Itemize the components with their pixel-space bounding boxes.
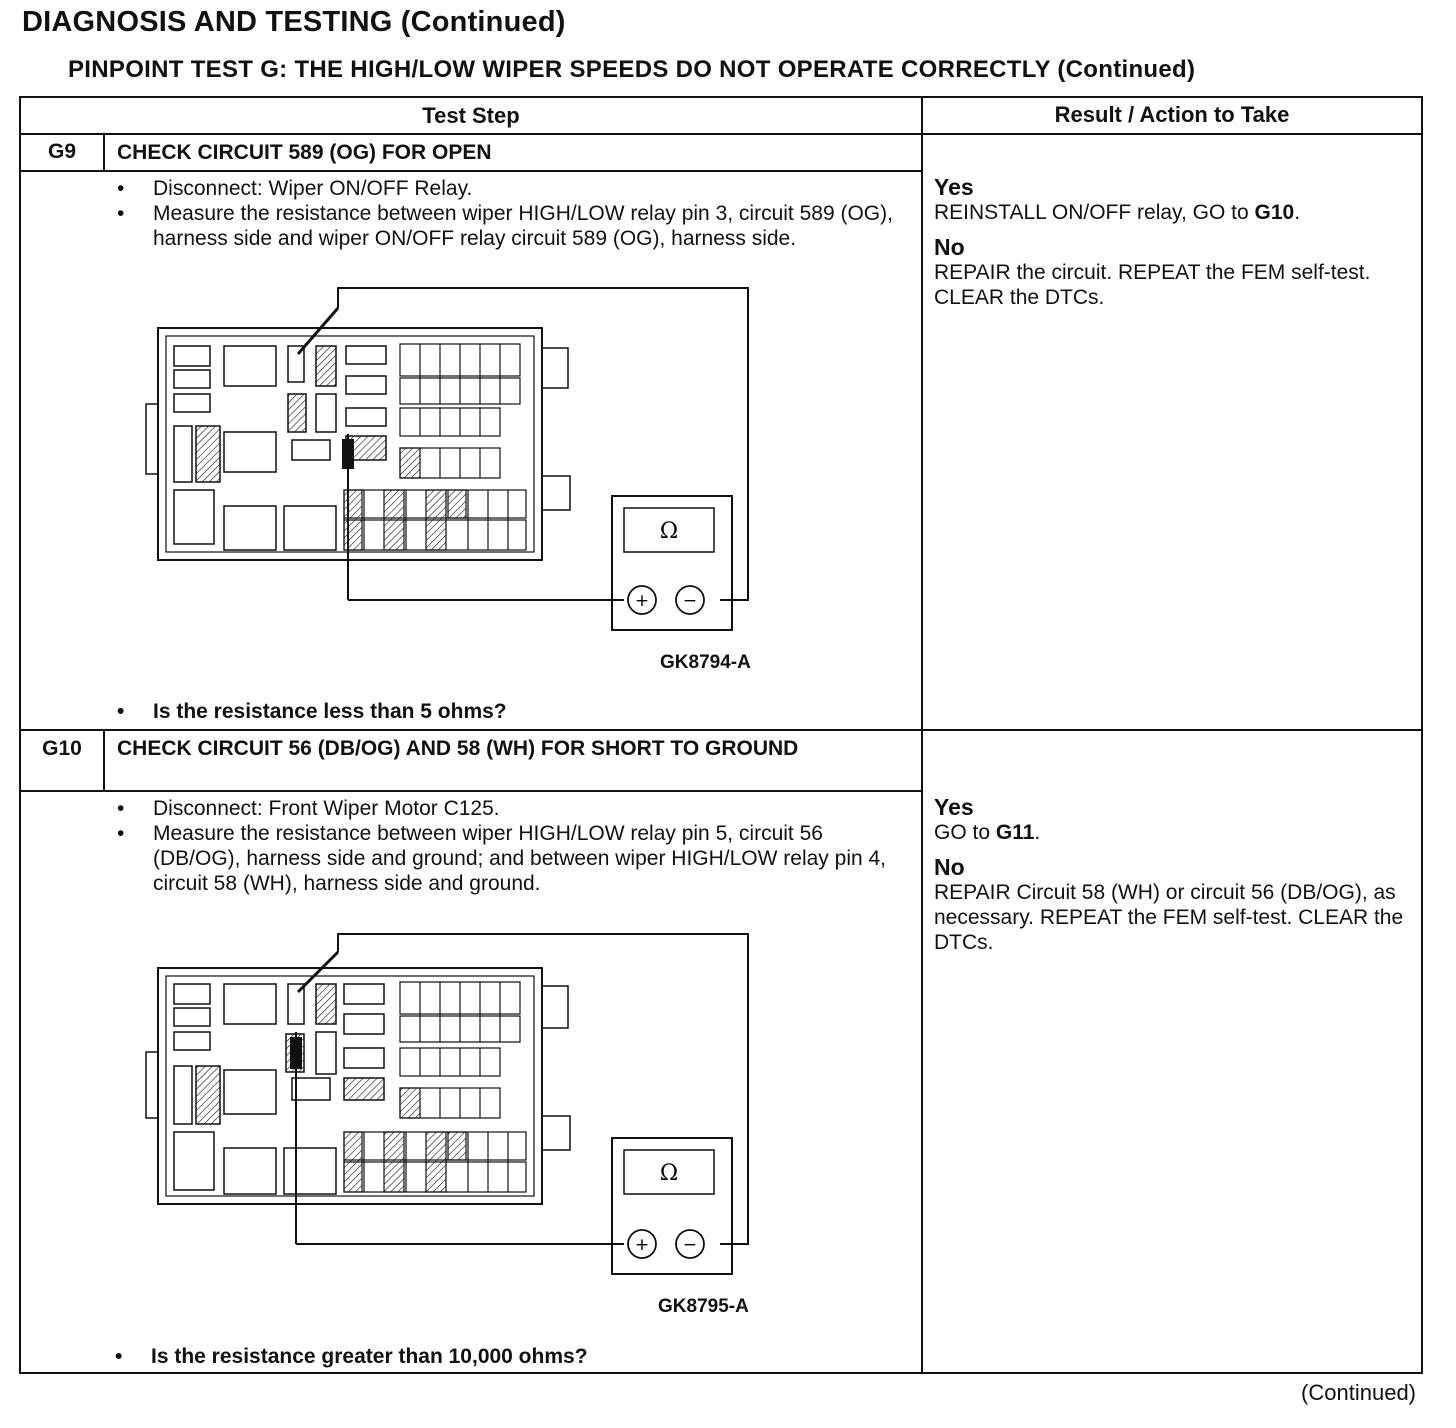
g10-yes-label: Yes xyxy=(934,794,974,820)
header-result-action: Result / Action to Take xyxy=(1054,102,1290,127)
g9-instructions xyxy=(117,176,897,251)
g10-yes-ref: G11 xyxy=(995,821,1035,844)
pinpoint-test-title: PINPOINT TEST G: THE HIGH/LOW WIPER SPEEDS DO NOT OPERATE CORRECTLY (Continued) xyxy=(68,56,1196,83)
ohm-symbol: Ω xyxy=(659,519,679,544)
g9-question: • Is the resistance less than 5 ohms? xyxy=(117,700,507,724)
ohm-symbol: Ω xyxy=(659,1161,679,1186)
step-title-g10: CHECK CIRCUIT 56 (DB/OG) AND 58 (WH) FOR SHORT TO GROUND xyxy=(117,737,799,760)
page-title: DIAGNOSIS AND TESTING (Continued) xyxy=(22,6,566,38)
g10-question: • Is the resistance greater than 10,000 ohms? xyxy=(115,1345,588,1369)
g10-instructions xyxy=(117,796,902,896)
g9-bullet-measure: • Measure the resistance between wiper HIGH/LOW relay pin 3, circuit 589 (OG), harness side and wiper ON/OFF relay circuit 589 (OG), harness side. xyxy=(117,201,897,251)
g9-no-label: No xyxy=(934,234,965,260)
continued-label: (Continued) xyxy=(1301,1380,1416,1405)
g9-bullet-disconnect: • Disconnect: Wiper ON/OFF Relay. xyxy=(117,176,897,201)
g9-id-divider xyxy=(103,133,105,171)
step-id-g9: G9 xyxy=(47,140,76,163)
g9-yes-label: Yes xyxy=(934,174,974,200)
header-divider xyxy=(21,133,1421,135)
g10-yes-text-pre: GO to xyxy=(934,821,996,844)
g9-diagram-svg xyxy=(138,284,778,634)
g10-fuse-box-diagram xyxy=(138,928,778,1278)
plus-terminal: + xyxy=(634,591,650,611)
g10-title-divider xyxy=(21,790,921,792)
g10-diagram-svg xyxy=(138,928,778,1278)
g9-yes-ref: G10 xyxy=(1254,201,1295,224)
minus-terminal: − xyxy=(682,591,698,611)
g10-yes-text-post: . xyxy=(1034,821,1041,844)
g10-bullet-measure: • Measure the resistance between wiper HIGH/LOW relay pin 5, circuit 56 (DB/OG), harness side and ground; and between wiper HIGH/LOW relay pin 4, circuit 58 (WH), harness side and ground. xyxy=(117,821,902,896)
g10-no-label: No xyxy=(934,854,965,880)
g10-yes-text xyxy=(934,820,1414,845)
g10-no-text: REPAIR Circuit 58 (WH) or circuit 56 (DB/OG), as necessary. REPEAT the FEM self-test. CLEAR the DTCs. xyxy=(934,881,1404,954)
g10-figure-id: GK8795-A xyxy=(658,1296,749,1317)
g9-yes-text-post: . xyxy=(1294,201,1301,224)
header-test-step: Test Step xyxy=(422,103,520,128)
step-id-g10: G10 xyxy=(42,737,82,760)
step-title-g9: CHECK CIRCUIT 589 (OG) FOR OPEN xyxy=(117,141,492,164)
g9-fuse-box-diagram xyxy=(138,284,778,634)
plus-terminal: + xyxy=(634,1235,650,1255)
minus-terminal: − xyxy=(682,1235,698,1255)
g9-yes-text-pre: REINSTALL ON/OFF relay, GO to xyxy=(934,201,1255,224)
g9-yes-text xyxy=(934,200,1414,225)
g9-title-divider xyxy=(21,170,921,172)
g10-id-divider xyxy=(103,729,105,791)
column-divider xyxy=(921,98,923,1372)
g9-no-text: REPAIR the circuit. REPEAT the FEM self-test. CLEAR the DTCs. xyxy=(934,261,1371,309)
row-divider xyxy=(21,729,1421,731)
g10-bullet-disconnect: • Disconnect: Front Wiper Motor C125. xyxy=(117,796,902,821)
g9-figure-id: GK8794-A xyxy=(660,652,751,673)
